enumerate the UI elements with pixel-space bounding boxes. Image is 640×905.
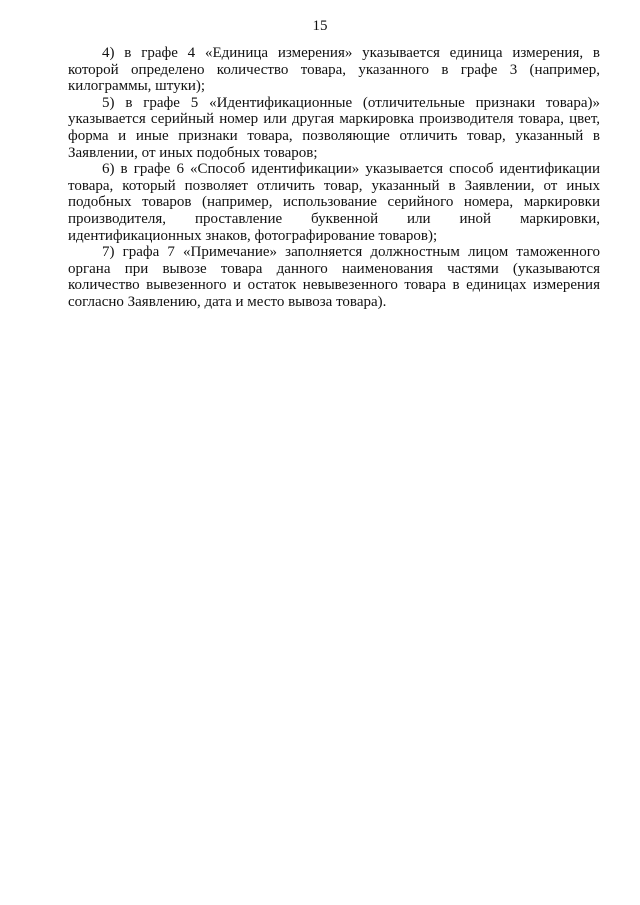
paragraph-item-6 [68,161,600,244]
text-line: 5) в графе 5 «Идентификационные (отличительные признаки товара)» [102,94,600,111]
text-line: Заявлении, от иных подобных товаров; [68,144,318,161]
text-line: форма и иные признаки товара, позволяющие отличить товар, указанный в [68,127,600,144]
text-line: 6) в графе 6 «Способ идентификации» указывается способ идентификации [102,161,600,178]
text-line: 4) в графе 4 «Единица измерения» указывается единица измерения, в [102,45,600,61]
text-line: идентификационных знаков, фотографирование товаров); [68,227,438,244]
text-line: указывается серийный номер или другая маркировка производителя товара, цвет, [68,111,600,128]
paragraph-item-4 [68,45,600,95]
paragraph-item-7 [68,244,600,310]
text-line: которой определено количество товара, указанного в графе 3 (например, [68,61,600,78]
text-line: органа при вывозе товара данного наименования частями (указываются [68,260,600,277]
text-line: согласно Заявлению, дата и место вывоза товара). [68,293,387,310]
text-line: килограммы, штуки); [68,78,206,95]
text-line: количество вывезенного и остаток невывезенного товара в единицах измерения [68,277,600,294]
text-line: производителя, проставление буквенной или иной маркировки, [68,210,600,227]
paragraph-item-5 [68,95,600,161]
text-line: подобных товаров (например, использование серийного номера, маркировки [68,194,600,211]
page-number: 15 [312,18,328,34]
text-line: товара, который позволяет отличить товар, указанный в Заявлении, от иных [68,177,600,194]
text-line: 7) графа 7 «Примечание» заполняется должностным лицом таможенного [102,244,600,261]
document-body [68,45,600,311]
